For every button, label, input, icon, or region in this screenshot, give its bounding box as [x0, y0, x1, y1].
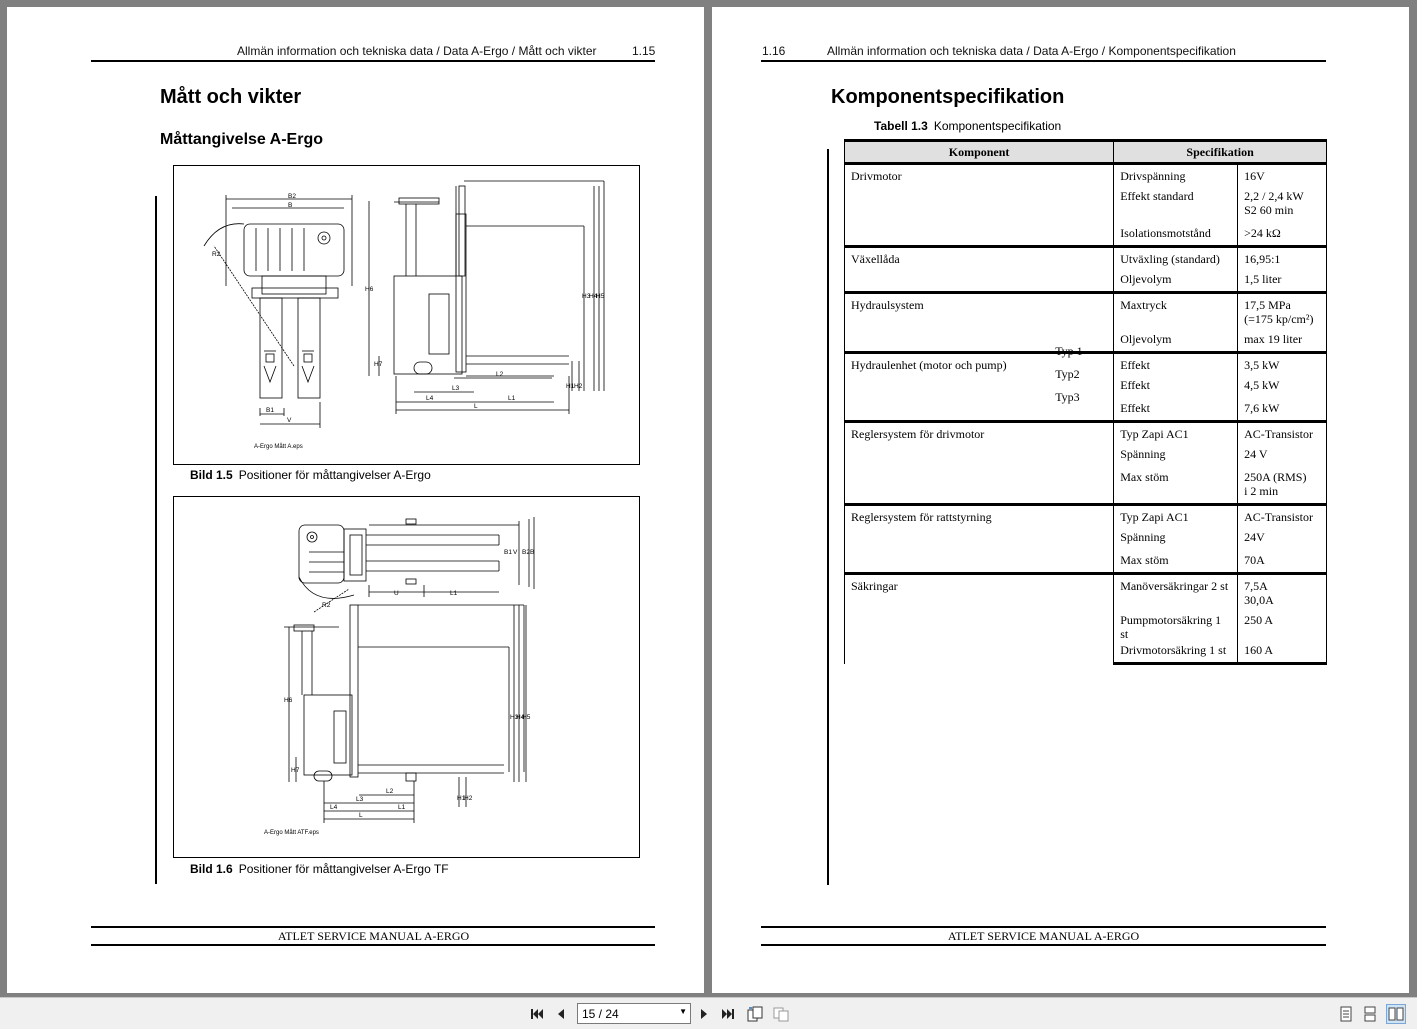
- dim-label: B1: [266, 407, 274, 414]
- dim-label: B2: [288, 193, 296, 200]
- dim-label: V: [287, 417, 292, 424]
- dim-label: L2: [386, 788, 394, 795]
- figure-2-frame: [173, 496, 640, 858]
- page-number: 1.15: [632, 44, 656, 58]
- component-spec-table: [844, 139, 1327, 665]
- rotate-icon[interactable]: [745, 1004, 765, 1024]
- page-number-input[interactable]: [577, 1003, 691, 1024]
- two-page-icon[interactable]: [1386, 1004, 1406, 1024]
- spec-name: Typ Zapi AC1: [1114, 505, 1238, 528]
- dim-label: H4: [516, 714, 525, 721]
- figure-2-drawing: [174, 497, 639, 857]
- spec-value: 24V: [1238, 528, 1327, 551]
- spec-value: 70A: [1238, 551, 1327, 574]
- table-row: [845, 422, 1327, 445]
- continuous-icon[interactable]: [1360, 1004, 1380, 1024]
- dim-label: H7: [291, 767, 300, 774]
- section-title: Måttangivelse A-Ergo: [160, 131, 323, 148]
- spec-name: Utväxling (standard): [1114, 247, 1238, 270]
- change-bar: [155, 196, 157, 884]
- spec-name: Spänning: [1114, 445, 1238, 468]
- dim-label: V: [513, 549, 518, 556]
- dim-label: H3: [510, 714, 519, 721]
- dim-label: U: [394, 590, 399, 597]
- spec-value: 16V: [1238, 164, 1327, 187]
- footer-rule: [761, 926, 1326, 928]
- spec-value: 3,5 kW: [1238, 353, 1327, 376]
- dim-label: H6: [284, 697, 293, 704]
- type-label: Typ 1: [1055, 344, 1083, 358]
- caption-number: Bild 1.5: [190, 468, 233, 482]
- component-cell: [845, 164, 1114, 247]
- figure-1-caption: [190, 468, 431, 482]
- dim-label: B2: [522, 549, 530, 556]
- spec-name: Drivspänning: [1114, 164, 1238, 187]
- table-header-row: [845, 141, 1327, 164]
- dim-label: H3: [582, 293, 591, 300]
- figure-1-frame: [173, 165, 640, 465]
- figure-2-caption: [190, 862, 449, 876]
- dim-label: H5: [522, 714, 531, 721]
- component-name: Hydraulsystem: [851, 298, 924, 312]
- table-row: [845, 574, 1327, 611]
- page-number-value: 15 / 24: [582, 1007, 619, 1021]
- spec-name: Spänning: [1114, 528, 1238, 551]
- footer-rule: [91, 944, 655, 946]
- dim-label: H1: [457, 795, 466, 802]
- spec-name: Effekt: [1114, 353, 1238, 376]
- page-title: Komponentspecifikation: [831, 86, 1065, 108]
- dim-label: L3: [452, 385, 460, 392]
- header-rule: [761, 60, 1326, 62]
- spec-value: AC-Transistor: [1238, 505, 1327, 528]
- spec-name: Max stöm: [1114, 468, 1238, 505]
- component-name: Säkringar: [851, 579, 898, 593]
- header-komponent: Komponent: [845, 141, 1114, 164]
- table-number: Tabell 1.3: [874, 119, 928, 133]
- last-page-icon[interactable]: [718, 1004, 738, 1024]
- viewer-toolbar: [0, 997, 1417, 1029]
- chevron-down-icon: ▼: [679, 1007, 687, 1016]
- component-name: Hydraulenhet (motor och pump): [851, 358, 1007, 372]
- header-specifikation: Specifikation: [1114, 141, 1327, 164]
- spec-name: Typ Zapi AC1: [1114, 422, 1238, 445]
- dim-label: H7: [374, 361, 383, 368]
- spec-name: Manöversäkringar 2 st: [1114, 574, 1238, 611]
- spec-value: 4,5 kW: [1238, 376, 1327, 399]
- spec-name: Isolationsmotstånd: [1114, 224, 1238, 247]
- dim-label: B: [530, 549, 535, 556]
- dim-label: L: [474, 403, 478, 410]
- dim-label: H1: [566, 383, 575, 390]
- page-title: Mått och vikter: [160, 86, 302, 108]
- spec-value: 17,5 MPa (=175 kp/cm²): [1238, 293, 1327, 330]
- first-page-icon[interactable]: [527, 1004, 547, 1024]
- component-cell: [845, 422, 1114, 505]
- spec-value: 7,6 kW: [1238, 399, 1327, 422]
- left-page: [7, 7, 704, 993]
- spec-name: Oljevolym: [1114, 270, 1238, 293]
- spec-name: Drivmotorsäkring 1 st: [1114, 641, 1238, 664]
- next-page-icon[interactable]: [694, 1004, 714, 1024]
- table-row: [845, 353, 1327, 376]
- caption-number: Bild 1.6: [190, 862, 233, 876]
- spec-value: 24 V: [1238, 445, 1327, 468]
- spec-value: >24 kΩ: [1238, 224, 1327, 247]
- dim-label: H5: [596, 293, 605, 300]
- type-label: Typ2: [1055, 367, 1080, 381]
- dim-label: H2: [464, 795, 473, 802]
- dim-label: L1: [508, 395, 516, 402]
- dim-label: L1: [450, 590, 458, 597]
- spec-name: Effekt: [1114, 376, 1238, 399]
- eps-filename: A-Ergo Mått ATF.eps: [264, 830, 319, 836]
- footer-rule: [761, 944, 1326, 946]
- dim-label: H6: [365, 286, 374, 293]
- spec-name: Effekt standard: [1114, 187, 1238, 224]
- dim-label: H2: [574, 383, 583, 390]
- copy-icon[interactable]: [771, 1004, 791, 1024]
- running-header: Allmän information och tekniska data / Data A-Ergo / Mått och vikter: [237, 44, 597, 58]
- component-name: Reglersystem för drivmotor: [851, 427, 985, 441]
- eps-filename: A-Ergo Mått A.eps: [254, 444, 303, 450]
- type-label: Typ3: [1055, 390, 1080, 404]
- table-row: [845, 164, 1327, 187]
- table-title: [874, 119, 1061, 133]
- dim-label: H4: [589, 293, 598, 300]
- footer-text: ATLET SERVICE MANUAL A-ERGO: [947, 929, 1140, 943]
- component-name: Växellåda: [851, 252, 900, 266]
- single-page-icon[interactable]: [1336, 1004, 1356, 1024]
- spec-name: Maxtryck: [1114, 293, 1238, 330]
- change-bar: [827, 149, 829, 885]
- table-title-text: Komponentspecifikation: [933, 119, 1062, 133]
- dim-label: L2: [496, 371, 504, 378]
- dim-label: L3: [356, 796, 364, 803]
- dim-label: L4: [426, 395, 434, 402]
- component-name: Reglersystem för rattstyrning: [851, 510, 992, 524]
- dim-label: R2: [322, 602, 331, 609]
- spec-name: Effekt: [1114, 399, 1238, 422]
- component-cell: [845, 574, 1114, 664]
- dim-label: R2: [212, 251, 221, 258]
- table-row: [845, 247, 1327, 270]
- caption-text: Positioner för måttangivelser A-Ergo TF: [238, 862, 449, 876]
- right-page: [712, 7, 1409, 993]
- page-number: 1.16: [762, 44, 786, 58]
- footer-rule: [91, 926, 655, 928]
- spec-name: Oljevolym: [1114, 330, 1238, 353]
- component-cell: [845, 247, 1114, 293]
- spec-value: 2,2 / 2,4 kW S2 60 min: [1238, 187, 1327, 224]
- prev-page-icon[interactable]: [551, 1004, 571, 1024]
- component-cell: [845, 505, 1114, 574]
- running-header: Allmän information och tekniska data / Data A-Ergo / Komponentspecifikation: [827, 44, 1236, 58]
- spec-value: 250 A: [1238, 611, 1327, 641]
- spec-name: Pumpmotorsäkring 1 st: [1114, 611, 1238, 641]
- footer-text: ATLET SERVICE MANUAL A-ERGO: [277, 929, 470, 943]
- spec-value: 160 A: [1238, 641, 1327, 664]
- header-rule: [91, 60, 655, 62]
- dim-label: L: [359, 812, 363, 819]
- spec-value: 1,5 liter: [1238, 270, 1327, 293]
- dim-label: B: [288, 202, 293, 209]
- figure-1-drawing: [174, 166, 639, 464]
- spec-value: max 19 liter: [1238, 330, 1327, 353]
- table-row: [845, 505, 1327, 528]
- caption-text: Positioner för måttangivelser A-Ergo: [238, 468, 431, 482]
- spec-value: 250A (RMS) i 2 min: [1238, 468, 1327, 505]
- component-name: Drivmotor: [851, 169, 902, 183]
- component-cell: [845, 344, 1114, 422]
- spec-name: Max stöm: [1114, 551, 1238, 574]
- spec-value: 16,95:1: [1238, 247, 1327, 270]
- spec-value: AC-Transistor: [1238, 422, 1327, 445]
- dim-label: B1: [504, 549, 512, 556]
- table-row: [845, 293, 1327, 330]
- dim-label: L1: [398, 804, 406, 811]
- spec-value: 7,5A 30,0A: [1238, 574, 1327, 611]
- dim-label: L4: [330, 804, 338, 811]
